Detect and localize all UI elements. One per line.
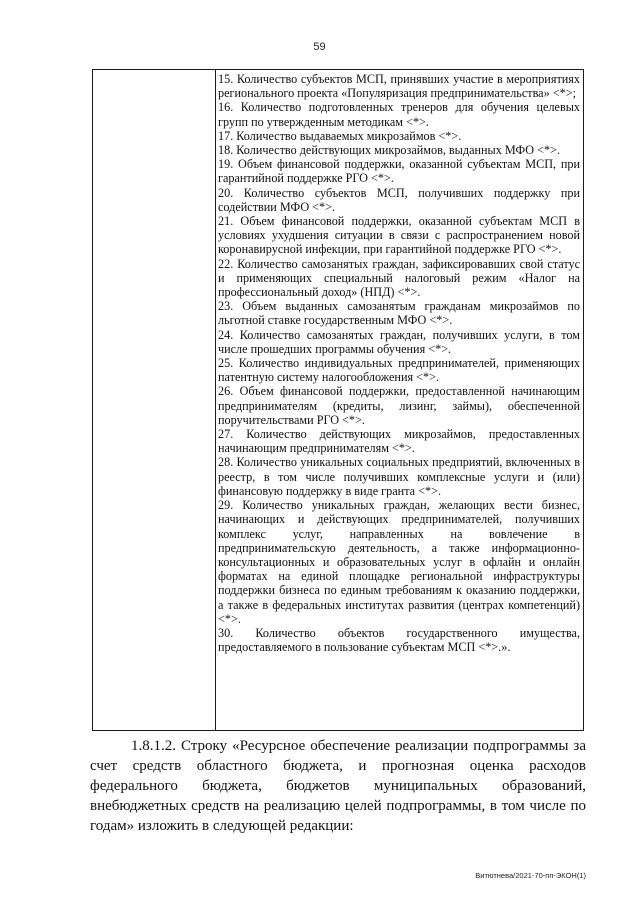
indicator-item-23: 23. Объем выданных самозанятым гражданам микрозаймов по льготной ставке государственным МФО <*>. <box>218 299 580 328</box>
indicator-item-19: 19. Объем финансовой поддержки, оказанной субъектам МСП, при гарантийной поддержке РГО <*>. <box>218 157 580 186</box>
indicator-item-30: 30. Количество объектов государственного имущества, предоставляемого в пользование субъектам МСП <*>.». <box>218 625 580 655</box>
indicators-table <box>92 69 584 731</box>
indicator-item-24: 24. Количество самозанятых граждан, получивших услуги, в том числе прошедших программы обучения <*>. <box>218 327 580 356</box>
table-column-divider <box>215 70 216 730</box>
indicator-item-17: 17. Количество выдаваемых микрозаймов <*>. <box>218 128 462 143</box>
indicator-item-22: 22. Количество самозанятых граждан, зафиксировавших свой статус и применяющих специальный налоговый режим «Налог на профессиональный доход» (НПД) <*>. <box>218 256 580 300</box>
indicator-item-18: 18. Количество действующих микрозаймов, выданных МФО <*>. <box>218 143 561 158</box>
indicator-item-29: 29. Количество уникальных граждан, желающих вести бизнес, начинающих и действующих предпринимателей, получивших комплекс услуг, направленных на вовлечение в предпринимательскую деятельность, а также информационно-консультационных и образовательных услуг в офлайн и онлайн форматах на единой площадке региональной инфраструктуры поддержки бизнеса по единым требованиям к оказанию поддержки, а также в федеральных институтах развития (центрах компетенций) <*>. <box>218 498 580 626</box>
table-cell-indicators <box>218 72 580 654</box>
indicator-item-25: 25. Количество индивидуальных предпринимателей, применяющих патентную систему налогообложения <*>. <box>218 356 580 385</box>
indicator-item-26: 26. Объем финансовой поддержки, предоставленной начинающим предпринимателям (кредиты, лизинг, займы), обеспеченной поручительствами РГО <*>. <box>218 384 580 427</box>
page-number: 59 <box>313 41 326 53</box>
indicator-item-27: 27. Количество действующих микрозаймов, предоставленных начинающим предпринимателям <*>. <box>218 427 580 456</box>
indicator-item-15: 15. Количество субъектов МСП, принявших участие в мероприятиях регионального проекта «Популяризация предпринимательства» <*>; <box>218 72 580 101</box>
document-reference: Витютнева/2021-70-пп-ЭКОН(1) <box>475 871 586 880</box>
indicator-item-16: 16. Количество подготовленных тренеров для обучения целевых групп по утвержденным методикам <*>. <box>218 100 580 129</box>
indicator-item-20: 20. Количество субъектов МСП, получивших поддержку при содействии МФО <*>. <box>218 185 580 214</box>
indicator-item-21: 21. Объем финансовой поддержки, оказанной субъектам МСП в условиях ухудшения ситуации в связи с распространением новой коронавирусной инфекции, при гарантийной поддержке РГО <*>. <box>218 214 580 257</box>
amendment-paragraph: 1.8.1.2. Строку «Ресурсное обеспечение реализации подпрограммы за счет средств областного бюджета, и прогнозная оценка расходов федерального бюджета, бюджетов муниципальных образований, внебюджетных средств на реализацию целей подпрограммы, в том числе по годам» изложить в следующей редакции: <box>90 738 586 834</box>
indicator-item-28: 28. Количество уникальных социальных предприятий, включенных в реестр, в том числе получивших комплексные услуги и (или) финансовую поддержку в виде гранта <*>. <box>218 455 580 498</box>
